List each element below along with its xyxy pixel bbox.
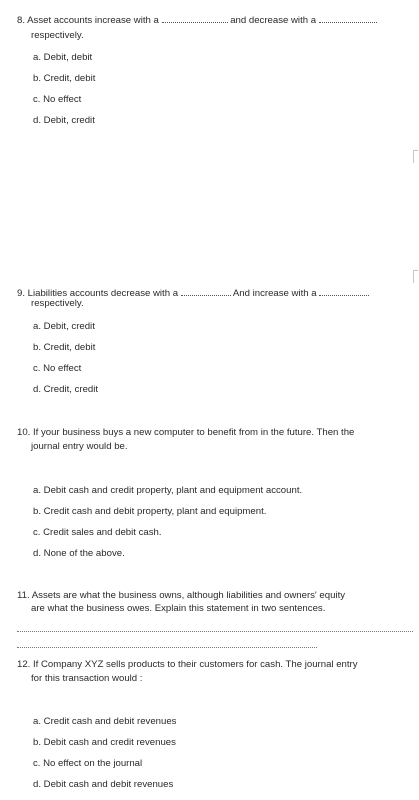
q10-prompt-line1: 10. If your business buys a new computer to benefit from in the future. Then the [17, 427, 355, 438]
q9-prompt-part2: And increase with a [232, 288, 317, 299]
answer-line [17, 647, 317, 648]
q9-prompt-line2: respectively. [31, 298, 84, 309]
q12-prompt-line1: 12. If Company XYZ sells products to their customers for cash. The journal entry [17, 659, 358, 670]
q11-prompt-line2: are what the business owes. Explain this statement in two sentences. [31, 603, 326, 614]
q9-option-d: d. Credit, credit [33, 384, 99, 395]
q12-prompt-line2: for this transaction would : [31, 673, 143, 684]
q8-option-b: b. Credit, debit [33, 73, 96, 84]
q8-prompt-line1 [17, 14, 377, 26]
q9-option-c: c. No effect [33, 363, 82, 374]
q10-option-a: a. Debit cash and credit property, plant and equipment account. [33, 485, 303, 496]
q9-option-a: a. Debit, credit [33, 321, 95, 332]
q8-blank-2 [319, 14, 377, 23]
q12-option-d: d. Debit cash and debit revenues [33, 779, 174, 790]
q8-option-c: c. No effect [33, 94, 82, 105]
q10-option-d: d. None of the above. [33, 548, 125, 559]
answer-line [17, 631, 413, 632]
q9-option-b: b. Credit, debit [33, 342, 96, 353]
q12-option-b: b. Debit cash and credit revenues [33, 737, 176, 748]
q8-prompt-part2: and decrease with a [230, 15, 317, 26]
q9-blank-2 [319, 287, 369, 296]
q10-option-c: c. Credit sales and debit cash. [33, 527, 162, 538]
q9-blank-1 [181, 287, 231, 296]
q9-prompt-part1: 9. Liabilities accounts decrease with a [17, 288, 179, 299]
q8-prompt-part1: 8. Asset accounts increase with a [17, 15, 159, 26]
q12-option-a: a. Credit cash and debit revenues [33, 716, 177, 727]
q8-option-a: a. Debit, debit [33, 52, 93, 63]
q10-option-b: b. Credit cash and debit property, plant and equipment. [33, 506, 267, 517]
q8-option-d: d. Debit, credit [33, 115, 95, 126]
q8-prompt-line2: respectively. [31, 30, 84, 41]
q12-option-c: c. No effect on the journal [33, 758, 143, 769]
q11-prompt-line1: 11. Assets are what the business owns, although liabilities and owners' equity [17, 590, 346, 601]
page-edge-mark [413, 270, 418, 283]
q8-blank-1 [162, 14, 228, 23]
page-edge-mark [413, 150, 418, 163]
q10-prompt-line2: journal entry would be. [31, 441, 128, 452]
